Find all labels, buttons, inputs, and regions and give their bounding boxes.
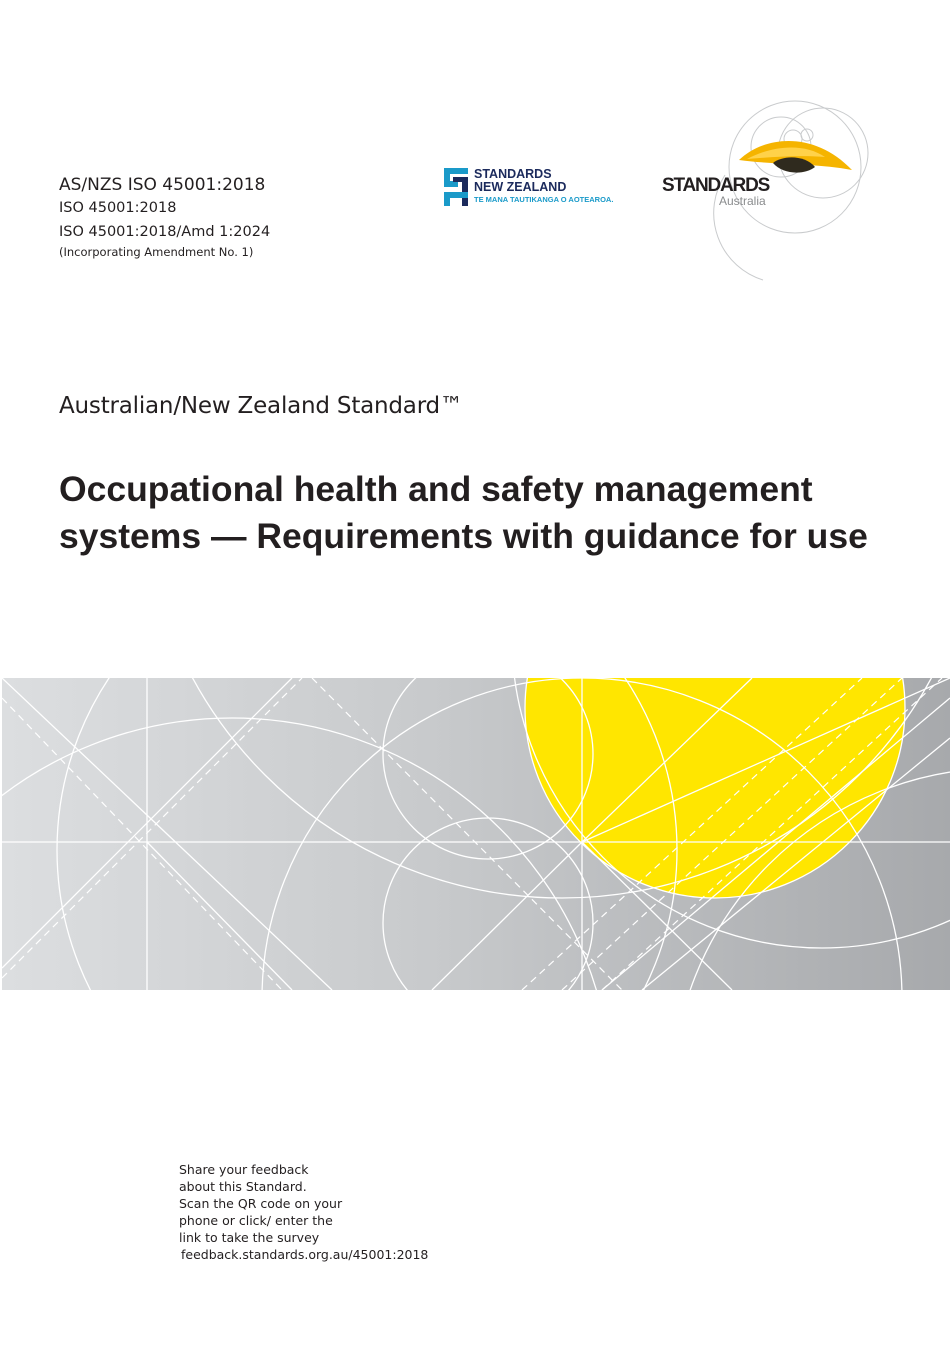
- snz-tagline: TE MANA TAUTIKANGA O AOTEAROA.: [474, 195, 614, 204]
- snz-mark-icon: [444, 168, 468, 206]
- document-title: Occupational health and safety management systems — Requirements with guidance for use: [59, 469, 868, 556]
- feedback-line: phone or click/ enter the: [179, 1213, 333, 1228]
- designation-block: [59, 174, 270, 260]
- feedback-line: link to take the survey: [179, 1230, 320, 1245]
- feedback-block: [179, 1161, 428, 1263]
- snz-line2: NEW ZEALAND: [474, 180, 567, 194]
- feedback-link[interactable]: feedback.standards.org.au/45001:2018: [181, 1247, 429, 1262]
- designation-main: AS/NZS ISO 45001:2018: [59, 175, 266, 195]
- standard-type: Australian/New Zealand Standard™: [59, 393, 463, 419]
- sa-subtext: Australia: [719, 194, 766, 208]
- feedback-line: Share your feedback: [179, 1162, 309, 1177]
- cover-graphic-band: [2, 678, 950, 990]
- designation-amendment: ISO 45001:2018/Amd 1:2024: [59, 224, 271, 240]
- sa-wordmark: STANDARDS: [662, 175, 770, 196]
- snz-line1: STANDARDS: [474, 167, 552, 181]
- feedback-line: about this Standard.: [179, 1179, 307, 1194]
- feedback-line: Scan the QR code on your: [179, 1196, 343, 1211]
- amendment-note: (Incorporating Amendment No. 1): [59, 245, 254, 259]
- designation-iso: ISO 45001:2018: [59, 200, 177, 216]
